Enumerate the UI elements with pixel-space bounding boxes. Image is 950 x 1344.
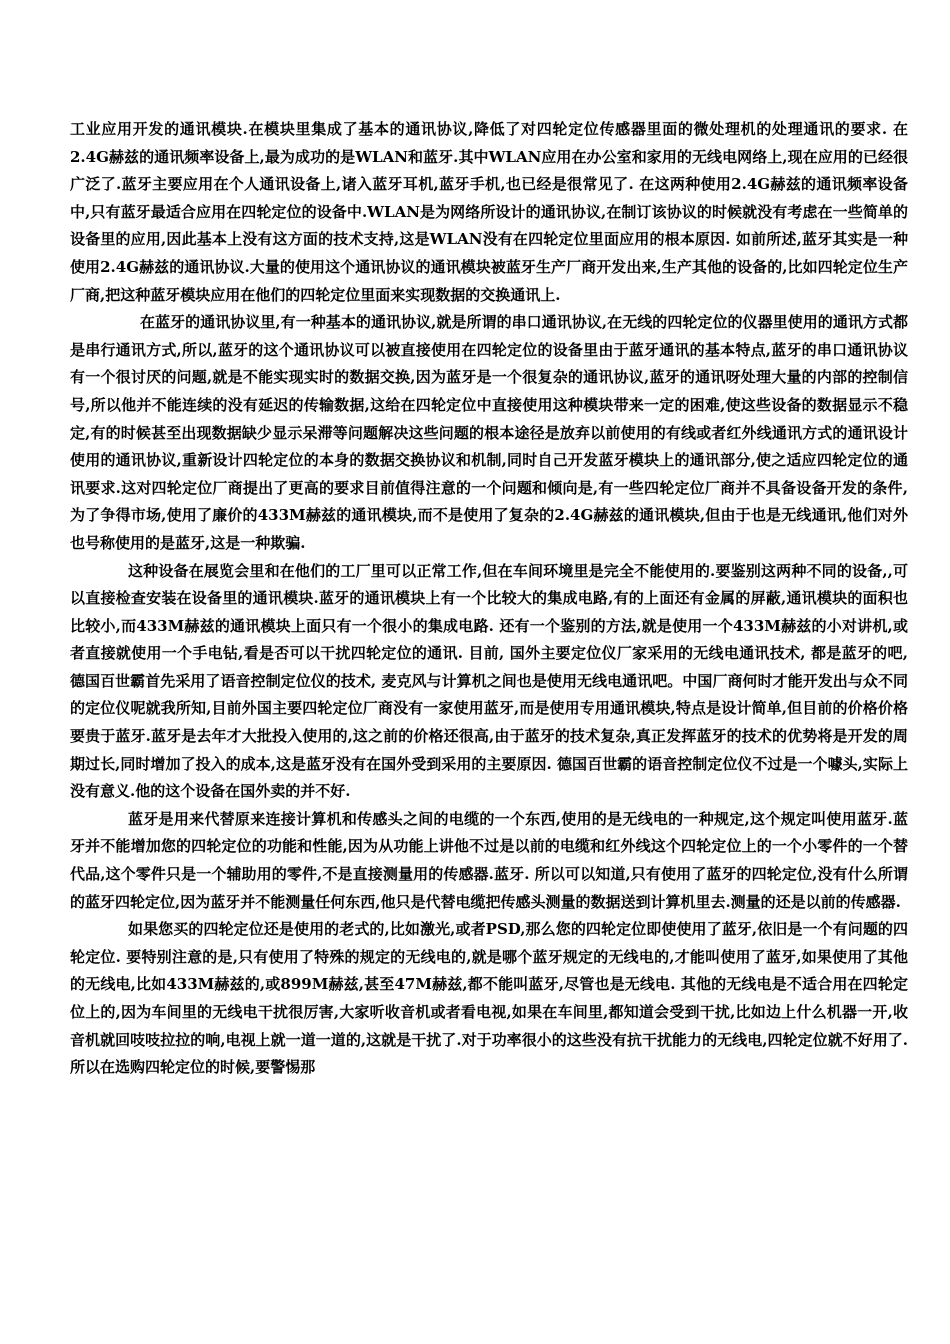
paragraph-1: 工业应用开发的通讯模块.在模块里集成了基本的通讯协议,降低了对四轮定位传感器里面的微处理机的处理通讯的要求. 在2.4G赫兹的通讯频率设备上,最为成功的是WLAN和蓝牙.其中WLAN应用在办公室和家用的无线电网络上,现在应用的已经很广泛了.蓝牙主要应用在个人通讯设备上,诸入蓝牙耳机,蓝牙手机,也已经是很常见了. 在这两种使用2.4G赫兹的通讯频率设备中,只有蓝牙最适合应用在四轮定位的设备中.WLAN是为网络所设计的通讯协议,在制订该协议的时候就没有考虑在一些简单的设备里的应用,因此基本上没有这方面的技术支持,这是WLAN没有在四轮定位里面应用的根本原因. 如前所述,蓝牙其实是一种使用2.4G赫兹的通讯协议.大量的使用这个通讯协议的通讯模块被蓝牙生产厂商开发出来,生产其他的设备的,比如四轮定位生产厂商,把这种蓝牙模块应用在他们的四轮定位里面来实现数据的交换通讯上. xyxy=(70,120,908,304)
paragraph-4: 蓝牙是用来代替原来连接计算机和传感头之间的电缆的一个东西,使用的是无线电的一种规定,这个规定叫使用蓝牙.蓝牙并不能增加您的四轮定位的功能和性能,因为从功能上讲他不过是以前的电缆和红外线这个四轮定位上的一个小零件的一个替代品,这个零件只是一个辅助用的零件,不是直接测量用的传感器.蓝牙. 所以可以知道,只有使用了蓝牙的四轮定位,没有什么所谓的蓝牙四轮定位,因为蓝牙并不能测量任何东西,他只是代替电缆把传感头测量的数据送到计算机里去.测量的还是以前的传感器. xyxy=(70,809,908,911)
paragraph-3: 这种设备在展览会里和在他们的工厂里可以正常工作,但在车间环境里是完全不能使用的.要鉴别这两种不同的设备,,可以直接检查安装在设备里的通讯模块.蓝牙的通讯模块上有一个比较大的集成电路,有的上面还有金属的屏蔽,通讯模块的面积也比较小,而433M赫兹的通讯模块上面只有一个很小的集成电路. 还有一个鉴别的方法,就是使用一个433M赫兹的小对讲机,或者直接就使用一个手电钻,看是否可以干扰四轮定位的通讯. 目前, 国外主要定位仪厂家采用的无线电通讯技术, 都是蓝牙的吧, 德国百世霸首先采用了语音控制定位仪的技术, 麦克风与计算机之间也是使用无线电通讯吧。中国厂商何时才能开发出与众不同的定位仪呢就我所知,目前外国主要四轮定位厂商没有一家使用蓝牙,而是使用专用通讯模块,特点是设计简单,但目前的价格价格要贵于蓝牙.蓝牙是去年才大批投入使用的,这之前的价格还很高,由于蓝牙的技术复杂,真正发挥蓝牙的技术的优势将是开发的周期过长,同时增加了投入的成本,这是蓝牙没有在国外受到采用的主要原因. 德国百世霸的语音控制定位仪不过是一个噱头,实际上没有意义.他的这个设备在国外卖的并不好. xyxy=(70,561,908,801)
document-page xyxy=(70,116,908,1082)
paragraph-5: 如果您买的四轮定位还是使用的老式的,比如激光,或者PSD,那么您的四轮定位即使使用了蓝牙,依旧是一个有问题的四轮定位. 要特别注意的是,只有使用了特殊的规定的无线电的,就是哪个蓝牙规定的无线电的,才能叫使用了蓝牙,如果使用了其他的无线电,比如433M赫兹的,或899M赫兹,甚至47M赫兹,都不能叫蓝牙,尽管也是无线电. 其他的无线电是不适合用在四轮定位上的,因为车间里的无线电干扰很厉害,大家听收音机或者看电视,如果在车间里,都知道会受到干扰,比如边上什么机器一开,收音机就回吱吱拉拉的响,电视上就一道一道的,这就是干扰了.对于功率很小的这些没有抗干扰能力的无线电,四轮定位就不好用了. 所以在选购四轮定位的时候,要警惕那 xyxy=(70,920,908,1077)
paragraph-2: 在蓝牙的通讯协议里,有一种基本的通讯协议,就是所谓的串口通讯协议,在无线的四轮定位的仪器里使用的通讯方式都是串行通讯方式,所以,蓝牙的这个通讯协议可以被直接使用在四轮定位的设备里由于蓝牙通讯的基本特点,蓝牙的串口通讯协议有一个很讨厌的问题,就是不能实现实时的数据交换,因为蓝牙是一个很复杂的通讯协议,蓝牙的通讯呀处理大量的内部的控制信号,所以他并不能连续的没有延迟的传输数据,这给在四轮定位中直接使用这种模块带来一定的困难,使这些设备的数据显示不稳定,有的时候甚至出现数据缺少显示呆滞等问题解决这些问题的根本途径是放弃以前使用的有线或者红外线通讯方式的通讯设计使用的通讯协议,重新设计四轮定位的本身的数据交换协议和机制,同时自己开发蓝牙模块上的通讯部分,使之适应四轮定位的通讯要求.这对四轮定位厂商提出了更高的要求目前值得注意的一个问题和倾向是,有一些四轮定位厂商并不具备设备开发的条件,为了争得市场,使用了廉价的433M赫兹的通讯模块,而不是使用了复杂的2.4G赫兹的通讯模块,但由于也是无线通讯,他们对外也号称使用的是蓝牙,这是一种欺骗. xyxy=(70,313,908,552)
